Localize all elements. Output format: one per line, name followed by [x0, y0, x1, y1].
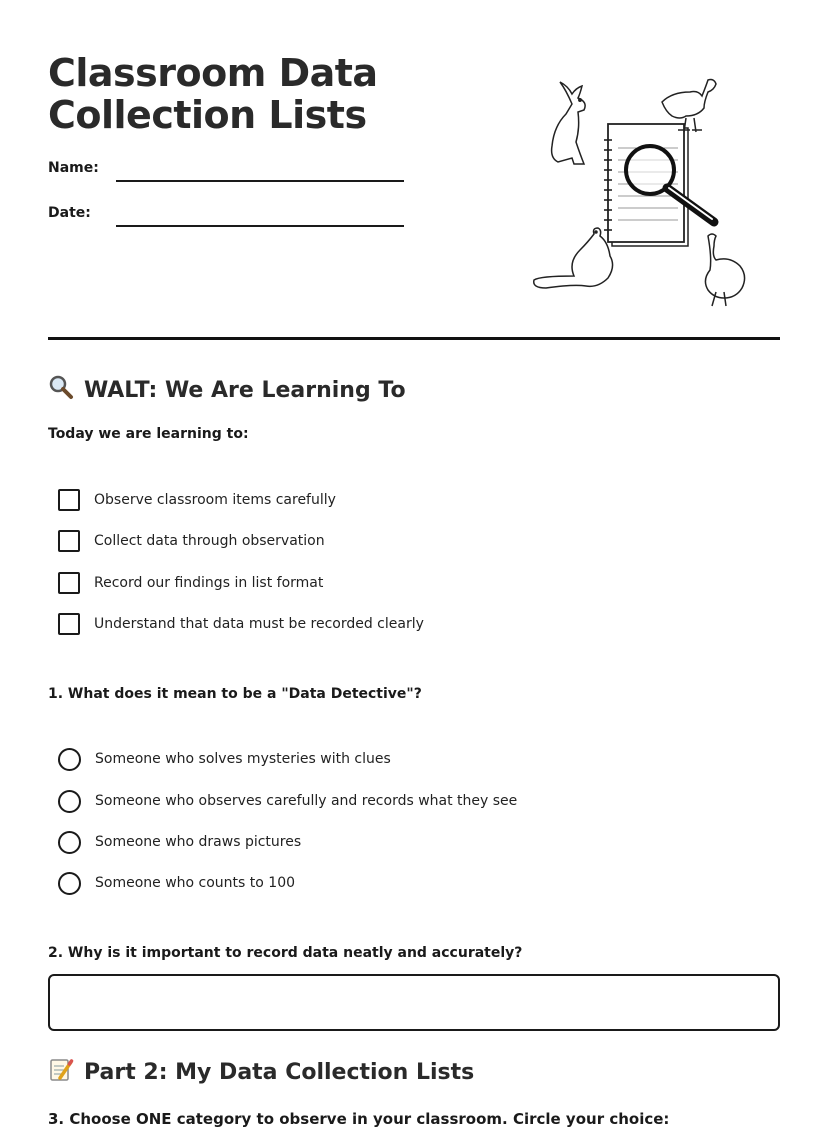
checkbox[interactable] — [58, 489, 80, 511]
q1-option-label: Someone who observes carefully and records what they see — [95, 793, 518, 809]
q1-option-label: Someone who draws pictures — [95, 834, 302, 850]
lyrebird-icon — [534, 228, 613, 288]
walt-item-label: Collect data through observation — [94, 533, 325, 549]
walt-item-label: Observe classroom items carefully — [94, 492, 336, 508]
radio-button[interactable] — [58, 748, 81, 771]
header-divider — [48, 337, 780, 340]
question-3: 3. Choose ONE category to observe in your classroom. Circle your choice: — [48, 1110, 670, 1128]
radio-button[interactable] — [58, 831, 81, 854]
q1-option-label: Someone who solves mysteries with clues — [95, 751, 391, 767]
q1-option-label: Someone who counts to 100 — [95, 875, 296, 891]
radio-button[interactable] — [58, 790, 81, 813]
checkbox[interactable] — [58, 613, 80, 635]
walt-item-label: Record our findings in list format — [94, 575, 324, 591]
question-2: 2. Why is it important to record data neatly and accurately? — [48, 945, 523, 961]
walt-item-label: Understand that data must be recorded clearly — [94, 616, 424, 632]
emu-icon — [705, 234, 744, 306]
title-line-1: Classroom Data — [48, 51, 378, 95]
walt-item-4[interactable] — [58, 612, 424, 636]
date-field[interactable] — [116, 225, 404, 227]
q1-option-1[interactable] — [58, 747, 391, 771]
walt-intro: Today we are learning to: — [48, 426, 249, 442]
part2-heading-text: Part 2: My Data Collection Lists — [84, 1059, 475, 1085]
part2-heading — [48, 1056, 474, 1088]
question-1: 1. What does it mean to be a "Data Detective"? — [48, 686, 422, 702]
date-label: Date: — [48, 205, 91, 221]
checkbox[interactable] — [58, 530, 80, 552]
q2-answer-box[interactable] — [48, 974, 780, 1031]
walt-heading-text: WALT: We Are Learning To — [84, 377, 406, 403]
walt-item-3[interactable] — [58, 571, 323, 595]
checkbox[interactable] — [58, 572, 80, 594]
radio-button[interactable] — [58, 872, 81, 895]
q1-option-4[interactable] — [58, 871, 295, 895]
q1-option-2[interactable] — [58, 789, 517, 813]
name-label: Name: — [48, 160, 99, 176]
walt-item-1[interactable] — [58, 488, 336, 512]
magnifying-glass-icon — [48, 374, 76, 406]
walt-heading — [48, 374, 406, 406]
memo-icon — [48, 1056, 76, 1088]
page-title — [48, 52, 448, 136]
kangaroo-icon — [552, 82, 586, 164]
data-detective-illustration — [532, 64, 754, 308]
q1-option-3[interactable] — [58, 830, 301, 854]
walt-item-2[interactable] — [58, 529, 325, 553]
name-field[interactable] — [116, 180, 404, 182]
title-line-2: Collection Lists — [48, 93, 367, 137]
